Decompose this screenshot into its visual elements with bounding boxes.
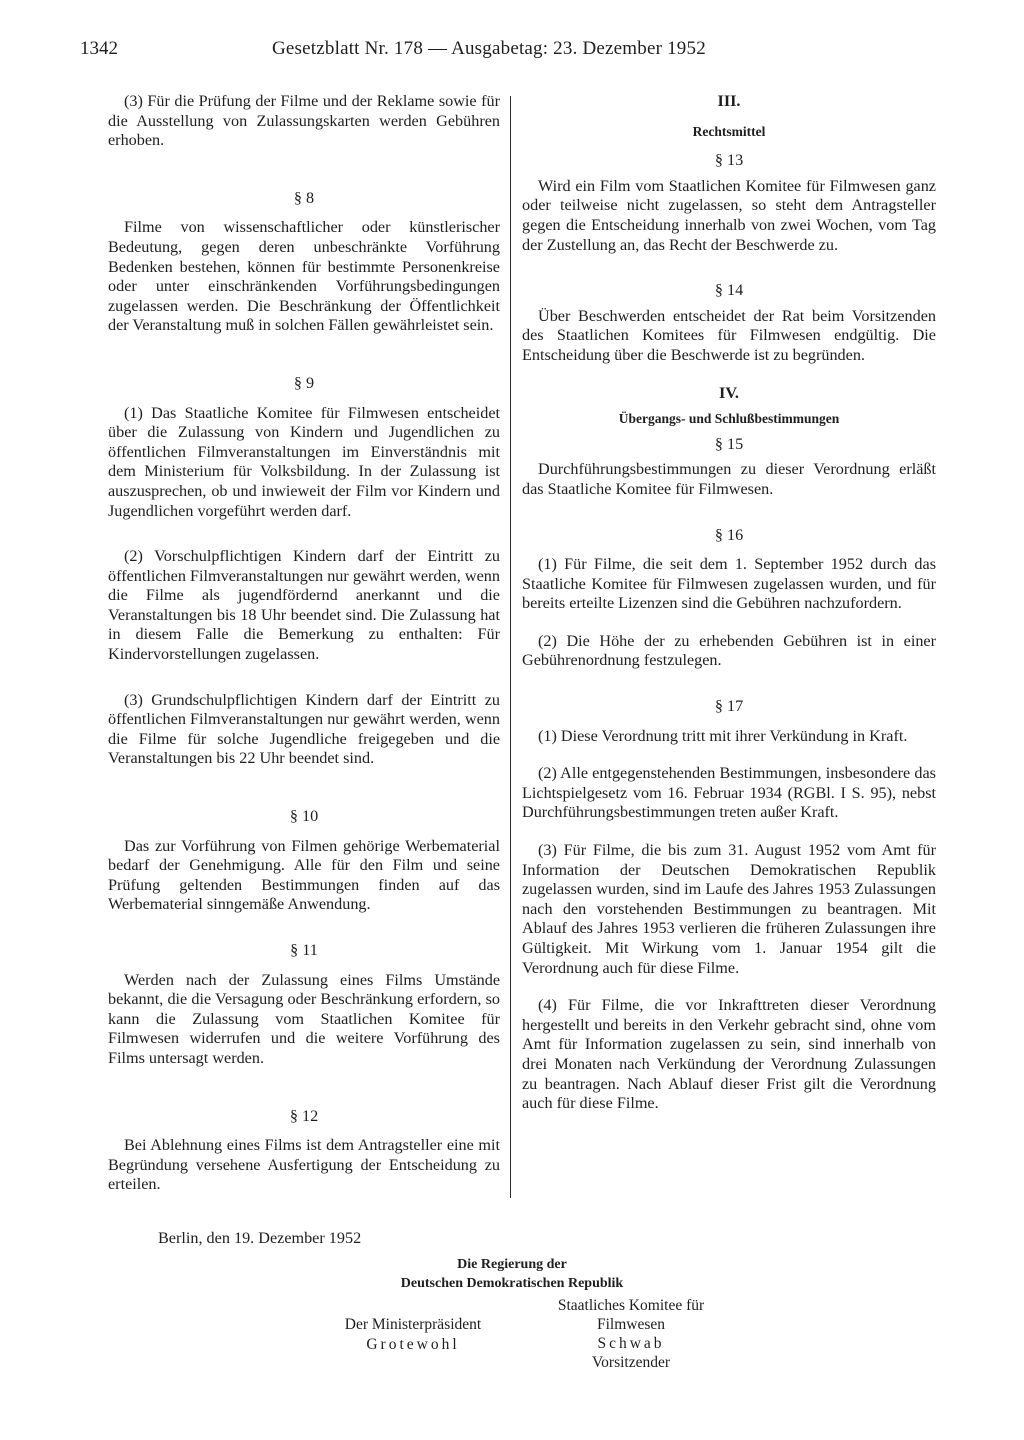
section-10-text: Das zur Vorführung von Filmen gehörige Werbematerial bedarf der Genehmigung. Alle für den Film und seine Prüfung geltenden Bestimmungen finden auf das Werbematerial sinngemäße Anwendung. — [108, 836, 500, 914]
section-9-3: (3) Grundschulpflichtigen Kindern darf der Eintritt zu öffentlichen Filmveranstaltungen nur gewährt werden, wenn die Filme für solche Jugendliche freigegeben und die Veranstaltungen bis 22 Uhr beendet sind. — [108, 690, 500, 768]
page-header — [0, 38, 1024, 68]
signatory-role-right: Vorsitzender — [591, 1354, 671, 1371]
signatory-title-right-2: Filmwesen — [596, 1316, 666, 1333]
section-9-heading: § 9 — [293, 373, 315, 392]
section-16-heading: § 16 — [714, 525, 744, 544]
section-12-heading: § 12 — [289, 1106, 319, 1125]
column-divider — [510, 96, 511, 1198]
section-16-2: (2) Die Höhe der zu erhebenden Gebühren ist in einer Gebührenordnung festzulegen. — [522, 631, 936, 670]
section-9-1: (1) Das Staatliche Komitee für Filmwesen entscheidet über die Zulassung von Kindern und Jugendlichen zu öffentlichen Filmveranstaltungen im Einverständnis mit dem Ministerium für Volksbildung. In der Zulassung ist auszusprechen, ob und inwieweit der Film vor Kindern und Jugendlichen vorgeführt werden darf. — [108, 403, 500, 520]
section-12-text: Bei Ablehnung eines Films ist dem Antragsteller eine mit Begründung versehene Ausfertigung der Entscheidung zu erteilen. — [108, 1136, 500, 1194]
government-heading — [0, 1255, 1024, 1293]
government-line-2: Deutschen Demokratischen Republik — [400, 1276, 624, 1291]
right-column — [522, 92, 936, 1114]
section-9-2: (2) Vorschulpflichtigen Kindern darf der Eintritt zu öffentlichen Filmveranstaltungen nur gewährt werden, wenn die Filme als jugendfördernd anerkannt und die Veranstaltungen bis 18 Uhr beendet sind. Die Zulassung hat in diesem Falle die Bemerkung zu enthalten: Für Kindervorstellungen zugelassen. — [108, 547, 500, 664]
part-4-number: IV. — [719, 383, 739, 402]
section-10-heading: § 10 — [289, 807, 319, 826]
section-13-text: Wird ein Film vom Staatlichen Komitee für Filmwesen ganz oder teilweise nicht zugelassen, so steht dem Antragsteller gegen die Entscheidung innerhalb von zwei Wochen, vom Tag der Zustellung an, das Recht der Beschwerde zu. — [522, 176, 936, 254]
section-15-heading: § 15 — [714, 434, 744, 453]
signatory-title-left: Der Ministerpräsident — [344, 1316, 482, 1333]
signatory-title-right-1: Staatliches Komitee für — [557, 1297, 705, 1314]
place-and-date: Berlin, den 19. Dezember 1952 — [158, 1229, 362, 1247]
paragraph-7-3: (3) Für die Prüfung der Filme und der Reklame sowie für die Ausstellung von Zulassungskarten werden Gebühren erhoben. — [108, 92, 500, 150]
section-13-heading: § 13 — [714, 151, 744, 170]
section-17-4: (4) Für Filme, die vor Inkrafttreten dieser Verordnung hergestellt und bereits in den Verkehr gebracht sind, ohne vom Amt für Information zugelassen zu sein, sind innerhalb von drei Monaten nach Verkündung der Verordnung Zulassungen zu beantragen. Nach Ablauf dieser Frist gilt die Verordnung auch für diese Filme. — [522, 996, 936, 1113]
section-11-heading: § 11 — [290, 941, 318, 959]
part-4-title: Übergangs- und Schlußbestimmungen — [618, 411, 840, 427]
section-8-text: Filme von wissenschaftlicher oder künstlerischer Bedeutung, gegen deren unbeschränkte Vorführung Bedenken bestehen, können für bestimmte Personenkreise oder unter einschränkenden Vorführungsbedingungen zugelassen werden. Die Beschränkung der Öffentlichkeit der Veranstaltung muß in solchen Fällen gewährleistet sein. — [108, 218, 500, 335]
part-3-number: III. — [717, 92, 741, 110]
section-14-heading: § 14 — [714, 281, 744, 300]
signatory-name-left: Grotewohl — [366, 1336, 460, 1353]
section-17-2: (2) Alle entgegenstehenden Bestimmungen, insbesondere das Lichtspielgesetz vom 16. Februar 1934 (RGBl. I S. 95), nebst Durchführungsbestimmungen treten außer Kraft. — [522, 764, 936, 822]
signature-prime-minister — [332, 1315, 494, 1355]
signatory-name-right: Schwab — [597, 1335, 665, 1352]
signature-film-committee — [525, 1296, 737, 1372]
section-8-heading: § 8 — [293, 188, 315, 207]
section-11-text: Werden nach der Zulassung eines Films Umstände bekannt, die die Versagung oder Beschränkung erfordern, so kann die Zulassung vom Staatlichen Komitee für Filmwesen widerrufen und die weitere Vorführung des Films untersagt werden. — [108, 970, 500, 1067]
section-16-1: (1) Für Filme, die seit dem 1. September 1952 durch das Staatliche Komitee für Filmwesen zugelassen wurden, und für bereits erteilte Lizenzen sind die Gebühren nachzufordern. — [522, 555, 936, 613]
left-column — [108, 92, 500, 1195]
section-15-text: Durchführungsbestimmungen zu dieser Verordnung erläßt das Staatliche Komitee für Filmwesen. — [522, 460, 936, 498]
page-number: 1342 — [80, 38, 118, 59]
section-17-1: (1) Diese Verordnung tritt mit ihrer Verkündung in Kraft. — [538, 726, 908, 745]
running-title: Gesetzblatt Nr. 178 — Ausgabetag: 23. Dezember 1952 — [272, 38, 706, 59]
section-14-text: Über Beschwerden entscheidet der Rat beim Vorsitzenden des Staatlichen Komitees für Filmwesen endgültig. Die Entscheidung über die Beschwerde ist zu begründen. — [522, 306, 936, 364]
section-17-3: (3) Für Filme, die bis zum 31. August 1952 vom Amt für Information der Deutschen Demokratischen Republik zugelassen wurden, sind im Laufe des Jahres 1953 Zulassungen nach den vorstehenden Bestimmungen zu beantragen. Mit Ablauf des Jahres 1953 verlieren die früheren Zulassungen ihre Gültigkeit. Mit Wirkung vom 1. Januar 1954 gilt die Verordnung auch für diese Filme. — [522, 841, 936, 977]
part-3-title: Rechtsmittel — [692, 123, 766, 139]
section-17-heading: § 17 — [714, 697, 744, 716]
government-line-1: Die Regierung der — [457, 1257, 567, 1272]
